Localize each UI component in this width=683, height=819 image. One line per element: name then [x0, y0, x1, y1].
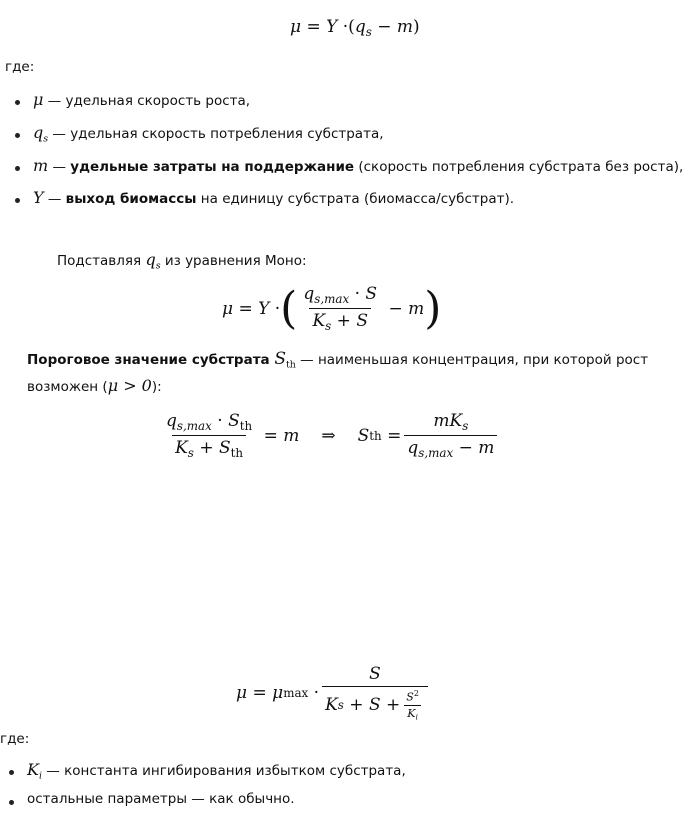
- substitution-text: Подставляя $q_s$ из уравнения Моно:: [57, 250, 307, 272]
- equation-growth-rate: $\mu = Y \cdot(q_s - m)$: [290, 17, 420, 40]
- list-item: m — удельные затраты на поддержание (скорость потребления субстрата без роста),: [33, 156, 683, 175]
- where-label: где:: [5, 59, 35, 75]
- bullet: [9, 770, 14, 775]
- list-item: $q_s$ — удельная скорость потребления субстрата,: [33, 123, 384, 145]
- bullet: [9, 800, 14, 805]
- list-item: Y — выход биомассы на единицу субстрата (биомасса/субстрат).: [33, 188, 515, 207]
- threshold-text-line2: возможен (μ > 0):: [27, 376, 162, 395]
- bullet: [15, 166, 20, 171]
- list-item: $K_i$ — константа ингибирования избытком субстрата,: [27, 760, 406, 782]
- bullet: [15, 133, 20, 138]
- threshold-text-line1: Пороговое значение субстрата $S_{th}$ — наименьшая концентрация, при которой рост: [27, 349, 649, 371]
- bullet: [15, 100, 20, 105]
- where-label-2: где:: [0, 731, 30, 747]
- list-item: μ — удельная скорость роста,: [33, 90, 251, 109]
- list-item: остальные параметры — как обычно.: [27, 791, 295, 807]
- bullet: [15, 198, 20, 203]
- equation-monod-substituted: μ = Y · ( $\frac{q_{s,max} \cdot S}{K_s + S}$ − m ): [222, 282, 442, 334]
- equation-haldane: μ = μ max · S K s + S + $\frac{S^2}{K_i}$: [236, 664, 431, 721]
- equation-threshold: $\frac{q_{s,max} \cdot S_{th}}{K_s + S_{th}}$ = m ⇒ S th = $\frac{mK_s}{q_{s,max} - m}$: [160, 411, 500, 460]
